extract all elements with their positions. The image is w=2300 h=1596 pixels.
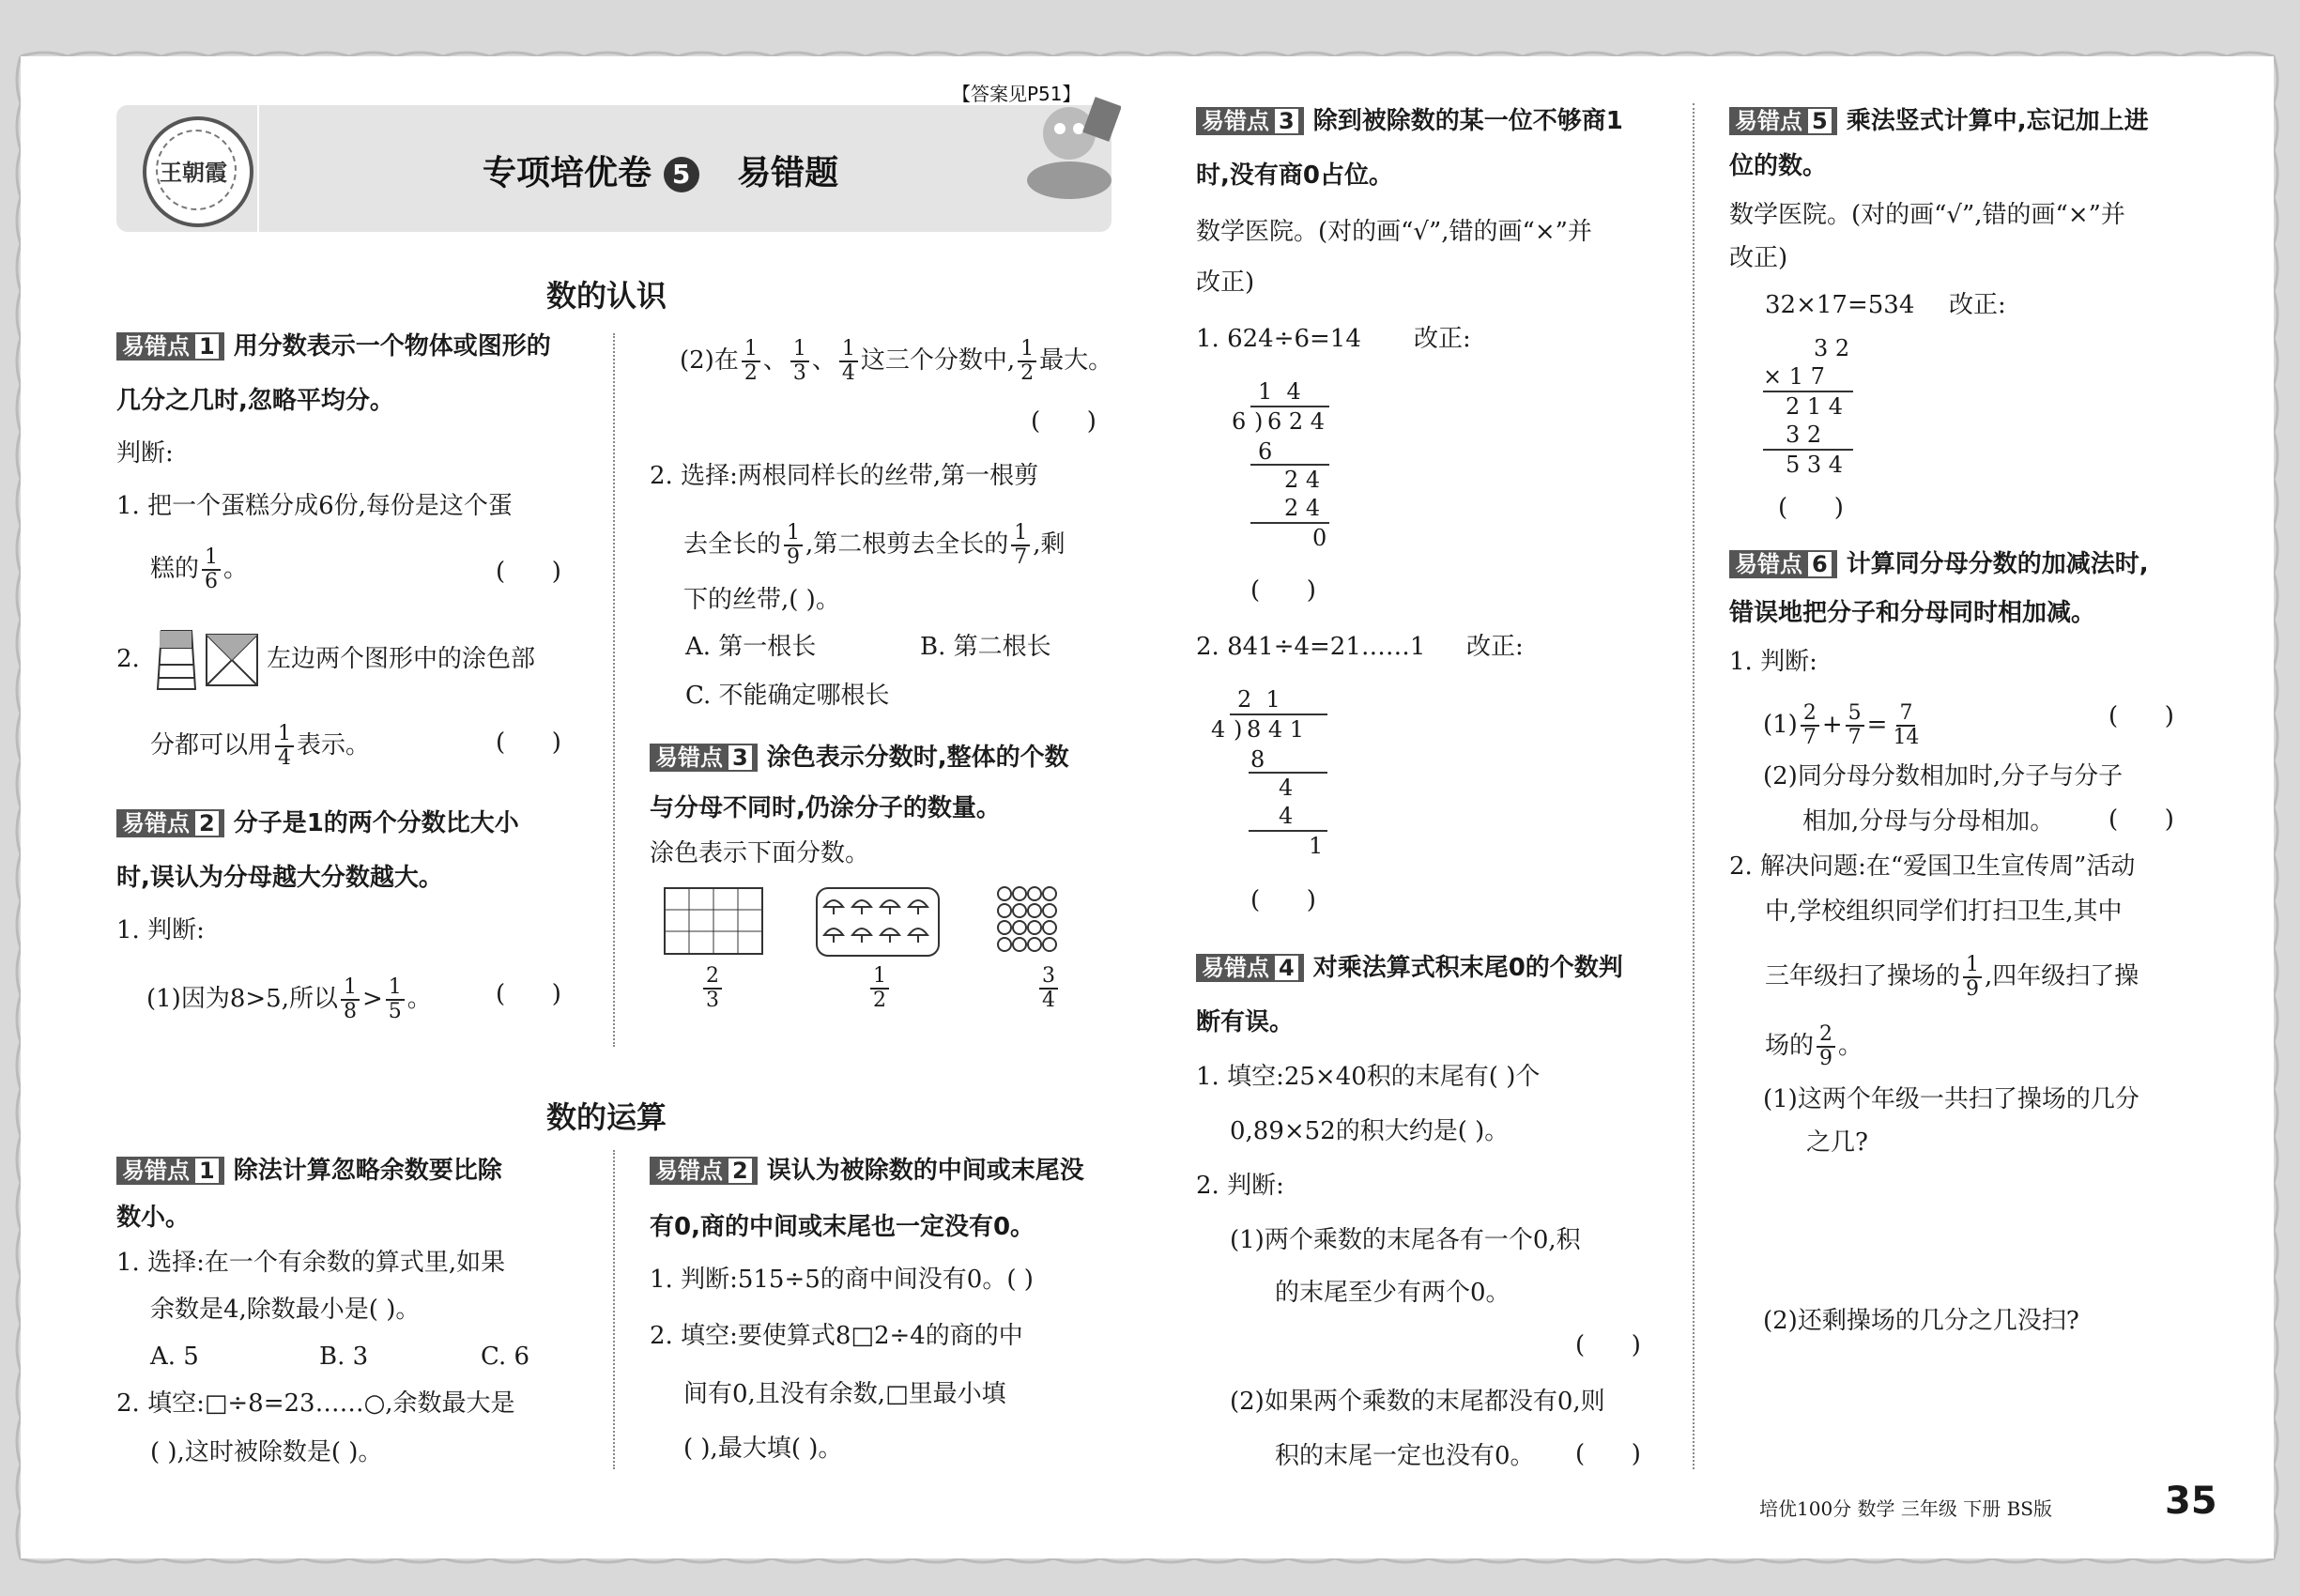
error-badge: 易错点 2 xyxy=(116,809,224,837)
option-a[interactable]: A. 第一根长 xyxy=(685,633,817,661)
judge-2-line1: (2)同分母分数相加时,分子与分子 xyxy=(1763,762,2124,790)
question-2-line2: ( ),这时被除数是( )。 xyxy=(150,1438,383,1466)
error-badge: 易错点 1 xyxy=(116,1157,224,1185)
question-1-line1: 1. 把一个蛋糕分成6份,每份是这个蛋 xyxy=(116,492,513,520)
title-text: 专项培优卷 xyxy=(483,154,652,192)
sub-question-1-line1: (1)这两个年级一共扫了操场的几分 xyxy=(1763,1085,2139,1113)
question-2-line1: 2. 填空:□÷8=23……○,余数最大是 xyxy=(116,1389,515,1418)
section-title-recognition: 数的认识 xyxy=(546,278,667,314)
error-badge: 易错点 3 xyxy=(1196,107,1304,135)
fraction: $\frac{1}{8}$ xyxy=(341,976,360,1023)
multiplication-line xyxy=(1763,391,1853,392)
column-divider xyxy=(613,333,615,1047)
error-badge: 易错点 5 xyxy=(1729,107,1837,135)
division-line xyxy=(1249,830,1327,832)
fraction: $\frac{1}{2}$ xyxy=(1018,338,1036,385)
option-c[interactable]: C. 不能确定哪根长 xyxy=(685,682,890,710)
sub-question-2: (2)还剩操场的几分之几没扫? xyxy=(1763,1307,2079,1335)
fraction: $\frac{1}{4}$ xyxy=(839,338,858,385)
question-1-line2: 糕的 $\frac{1}{6}$ 。 xyxy=(150,545,249,593)
answer-paren[interactable]: ( ) xyxy=(1250,576,1316,605)
error-point-6-title-cont: 错误地把分子和分母同时相加减。 xyxy=(1729,599,2096,627)
error-point-5-title: 易错点 5 乘法竖式计算中,忘记加上进 xyxy=(1729,105,2149,137)
judge-1-line2: 的末尾至少有两个0。 xyxy=(1275,1279,1510,1307)
error-point-2-title-cont: 时,误认为分母越大分数越大。 xyxy=(116,864,443,892)
fill-question-line2: 0,89×52的积大约是( )。 xyxy=(1230,1117,1510,1145)
option-b[interactable]: B. 3 xyxy=(319,1343,369,1371)
answer-paren[interactable]: ( ) xyxy=(496,558,561,586)
judge-2-line2: 相加,分母与分母相加。 xyxy=(1802,807,2055,836)
error-point-1-title-cont: 几分之几时,忽略平均分。 xyxy=(116,387,394,415)
answer-reference: 【答案见P51】 xyxy=(952,83,1081,105)
question-2-line1: 左边两个图形中的涂色部 xyxy=(267,645,536,673)
operation-error-1-title: 易错点 1 除法计算忽略余数要比除 xyxy=(116,1155,502,1187)
error-badge: 易错点 6 xyxy=(1729,550,1837,578)
word-problem-line3: 三年级扫了操场的 $\frac{1}{9}$ ,四年级扫了操 xyxy=(1765,953,2139,1001)
cartoon-decoration-icon xyxy=(1018,96,1121,208)
fraction: $\frac{1}{9}$ xyxy=(784,522,803,569)
long-division-2: 2 1 4 ) 8 4 1 8 4 4 1 xyxy=(1211,686,1324,859)
word-problem-line1: 2. 解决问题:在“爱国卫生宣传周”活动 xyxy=(1729,852,2136,881)
header-divider xyxy=(257,105,259,232)
fraction-label: $\frac{1}{2}$ xyxy=(867,965,892,1012)
page-subtitle: 易错题 xyxy=(737,154,839,192)
error-badge: 易错点 4 xyxy=(1196,954,1304,982)
header-banner xyxy=(116,83,1112,232)
error-point-4-title-cont: 断有误。 xyxy=(1196,1008,1295,1036)
shade-instruction: 涂色表示下面分数。 xyxy=(650,839,870,867)
answer-paren[interactable]: ( ) xyxy=(496,980,561,1008)
grid-figure-icon xyxy=(663,886,766,958)
fill-question-line1: 1. 填空:25×40积的末尾有( )个 xyxy=(1196,1063,1541,1091)
error-badge: 易错点 2 xyxy=(650,1157,758,1185)
division-bar xyxy=(1230,714,1327,715)
correction-label: 改正: xyxy=(1949,291,2006,319)
answer-paren[interactable]: ( ) xyxy=(2108,806,2174,834)
judge-label: 判断: xyxy=(116,439,174,468)
trapezoid-figure-icon xyxy=(148,627,261,691)
question-2-2: (2)在 $\frac{1}{2}$ 、 $\frac{1}{3}$ 、 $\frac{1}{4}$ 这三个分数中, $\frac{1}{2}$ 最大。 xyxy=(680,337,1113,385)
fraction: $\frac{1}{7}$ xyxy=(1011,522,1030,569)
error-point-4-title: 易错点 4 对乘法算式积末尾0的个数判 xyxy=(1196,952,1623,984)
question-1: 1. 判断:515÷5的商中间没有0。( ) xyxy=(650,1266,1034,1294)
long-division-1: 1 4 6 ) 6 2 4 6 2 4 2 4 0 xyxy=(1232,378,1327,551)
judge-2-line1: (2)如果两个乘数的末尾都没有0,则 xyxy=(1230,1388,1605,1416)
fraction: $\frac{1}{6}$ xyxy=(202,546,221,593)
hospital-instruction-cont: 改正) xyxy=(1196,269,1255,297)
error-point-2-title: 易错点 2 分子是1的两个分数比大小 xyxy=(116,807,519,839)
question-2-line3: ( ),最大填( )。 xyxy=(683,1435,843,1463)
hospital-instruction-cont: 改正) xyxy=(1729,244,1788,272)
correction-label: 改正: xyxy=(1414,325,1471,353)
error-point-3-title: 易错点 3 除到被除数的某一位不够商1 xyxy=(1196,105,1623,137)
error-point-3-title: 易错点 3 涂色表示分数时,整体的个数 xyxy=(650,742,1069,774)
operation-error-2-title-cont: 有0,商的中间或末尾也一定没有0。 xyxy=(650,1213,1035,1241)
vertical-multiplication: 3 2 × 1 7 2 1 4 3 2 5 3 4 xyxy=(1763,335,1850,478)
footer-text: 培优100分 数学 三年级 下册 BS版 xyxy=(1759,1497,2053,1520)
page-title xyxy=(483,146,838,194)
judge-1-line1: (1)两个乘数的末尾各有一个0,积 xyxy=(1230,1226,1581,1254)
fraction: $\frac{1}{5}$ xyxy=(386,976,405,1023)
hospital-instruction: 数学医院。(对的画“√”,错的画“×”并 xyxy=(1196,218,1592,246)
column-divider xyxy=(613,1150,615,1469)
error-point-6-title: 易错点 6 计算同分母分数的加减法时, xyxy=(1729,548,2149,580)
answer-paren[interactable]: ( ) xyxy=(1031,407,1096,436)
judge-label: 1. 判断: xyxy=(116,916,205,944)
question-2-line2: 间有0,且没有余数,□里最小填 xyxy=(683,1380,1006,1408)
answer-paren[interactable]: ( ) xyxy=(1778,494,1844,522)
error-point-1-title: 易错点 1 用分数表示一个物体或图形的 xyxy=(116,330,551,362)
operation-error-2-title: 易错点 2 误认为被除数的中间或末尾没 xyxy=(650,1155,1084,1187)
option-b[interactable]: B. 第二根长 xyxy=(920,633,1051,661)
error-point-3-title-cont: 与分母不同时,仍涂分子的数量。 xyxy=(650,794,1001,822)
sub-question-1-line2: 之几? xyxy=(1806,1128,1868,1157)
title-number: 5 xyxy=(671,159,691,190)
fraction-equation: (1) $\frac{2}{7}$ + $\frac{5}{7}$ = $\frac{7}{14}$ xyxy=(1763,701,1920,749)
answer-paren[interactable]: ( ) xyxy=(1575,1331,1641,1359)
judge-label: 2. 判断: xyxy=(1196,1172,1284,1200)
question-1-line2: 余数是4,除数最小是( )。 xyxy=(150,1296,421,1324)
fraction: $\frac{1}{2}$ xyxy=(742,338,760,385)
word-problem-line4: 场的 $\frac{2}{9}$ 。 xyxy=(1765,1022,1863,1070)
fraction: $\frac{1}{3}$ xyxy=(790,338,809,385)
hospital-instruction: 数学医院。(对的画“√”,错的画“×”并 xyxy=(1729,201,2125,229)
judge-2-line2: 积的末尾一定也没有0。 xyxy=(1275,1442,1535,1470)
fraction-label: $\frac{2}{3}$ xyxy=(700,965,725,1012)
logo-seal-icon xyxy=(143,116,253,227)
error-badge: 易错点 3 xyxy=(650,744,758,772)
word-problem-line2: 中,学校组织同学们打扫卫生,其中 xyxy=(1765,898,2123,926)
question-1-line1: 1. 选择:在一个有余数的算式里,如果 xyxy=(116,1249,506,1277)
question-1-1: (1)因为8>5,所以 $\frac{1}{8}$ > $\frac{1}{5}$ 。 xyxy=(146,975,432,1023)
option-c[interactable]: C. 6 xyxy=(481,1343,530,1371)
question-2-number: 2. xyxy=(116,645,140,673)
division-line xyxy=(1250,464,1329,466)
title-number-badge xyxy=(664,157,699,192)
section-title-operation: 数的运算 xyxy=(546,1099,667,1135)
division-line xyxy=(1249,772,1327,774)
division-question-1: 1. 624÷6=14 xyxy=(1196,325,1361,353)
operation-error-1-title-cont: 数小。 xyxy=(116,1204,191,1232)
answer-paren[interactable]: ( ) xyxy=(1575,1440,1641,1468)
answer-paren[interactable]: ( ) xyxy=(496,729,561,757)
fraction-label: $\frac{3}{4}$ xyxy=(1036,965,1061,1012)
question-2-select-line3: 下的丝带,( )。 xyxy=(683,586,840,614)
multiplication-line xyxy=(1763,449,1853,451)
circles-figure-icon xyxy=(997,886,1057,967)
division-question-2: 2. 841÷4=21……1 xyxy=(1196,633,1426,661)
division-bar xyxy=(1250,406,1329,407)
answer-paren[interactable]: ( ) xyxy=(1250,886,1316,914)
logo-text: 王朝霞 xyxy=(160,159,227,186)
error-badge: 易错点 1 xyxy=(116,332,224,361)
correction-label: 改正: xyxy=(1466,633,1524,661)
column-divider xyxy=(1693,103,1694,1469)
division-line xyxy=(1250,522,1329,524)
question-2-line2: 分都可以用 $\frac{1}{4}$ 表示。 xyxy=(150,722,371,770)
error-point-5-title-cont: 位的数。 xyxy=(1729,152,1828,180)
option-a[interactable]: A. 5 xyxy=(150,1343,199,1371)
question-2-line1: 2. 填空:要使算式8□2÷4的商的中 xyxy=(650,1322,1023,1350)
answer-paren[interactable]: ( ) xyxy=(2108,702,2174,730)
question-2-select-line2: 去全长的 $\frac{1}{9}$ ,第二根剪去全长的 $\frac{1}{7}$ ,剩 xyxy=(683,521,1066,569)
fraction: $\frac{1}{4}$ xyxy=(275,723,294,770)
multiplication-equation: 32×17=534 xyxy=(1765,291,1915,319)
page-number: 35 xyxy=(2165,1480,2217,1523)
judge-label: 1. 判断: xyxy=(1729,648,1817,676)
question-2-select-line1: 2. 选择:两根同样长的丝带,第一根剪 xyxy=(650,462,1039,490)
error-point-3-title-cont: 时,没有商0占位。 xyxy=(1196,161,1393,190)
mushroom-figure-icon xyxy=(815,886,943,958)
